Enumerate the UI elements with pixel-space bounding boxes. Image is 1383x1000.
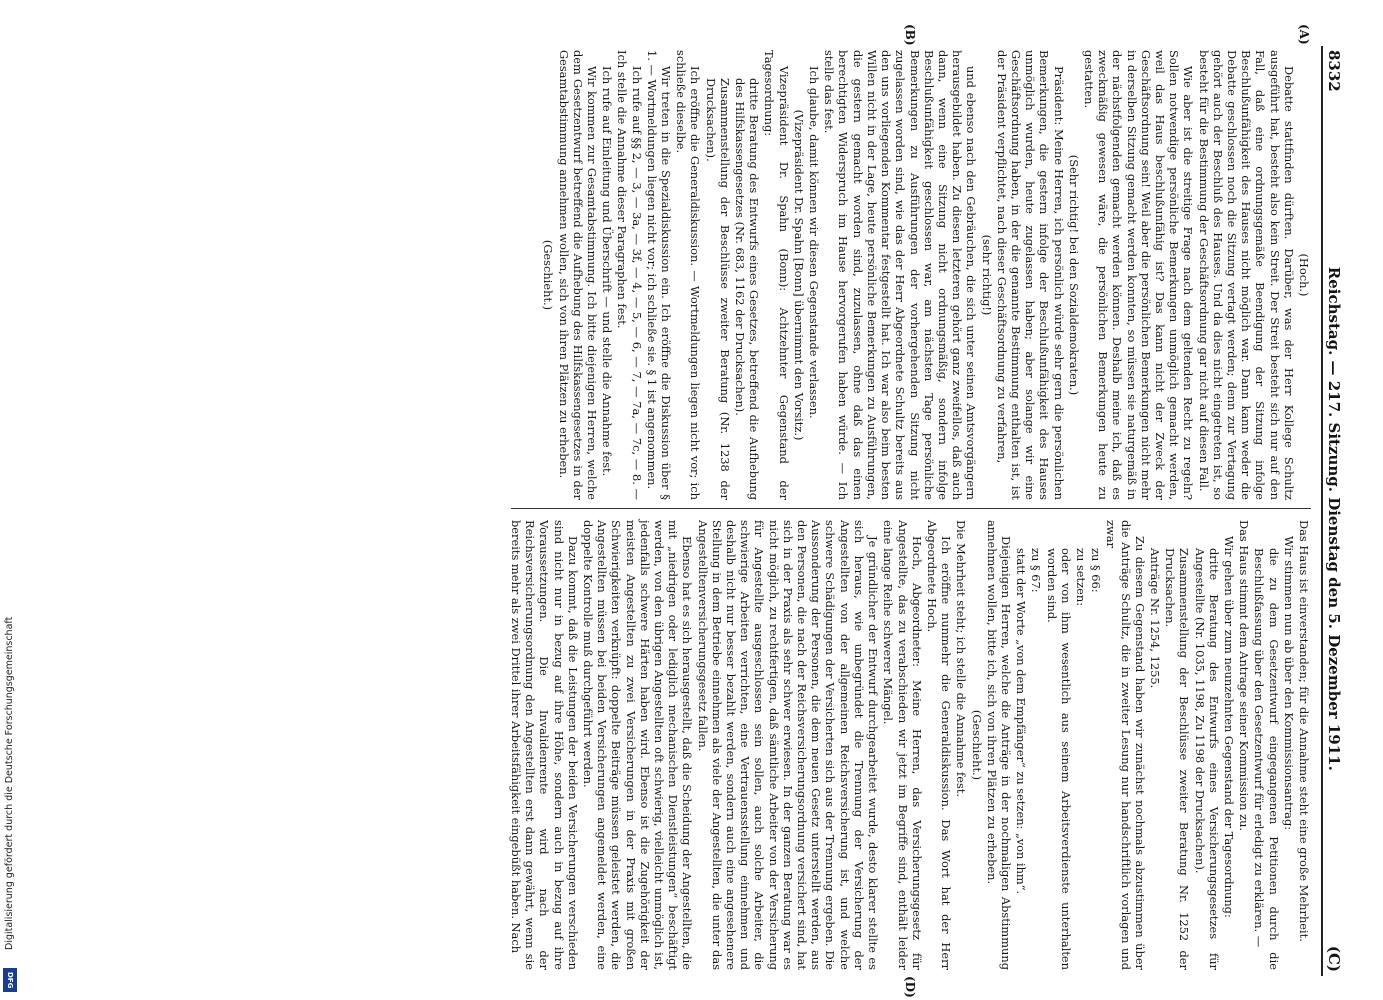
paragraph: Wir treten in die Spezialdiskussion ein. Ich eröffne die Diskussion über § 1. — Wortmeldungen liegen nicht vor; ich schließe sie. § 1 ist angenommen.	[644, 50, 674, 500]
page-header	[1321, 46, 1345, 976]
paragraph: Ich rufe auf Einleitung und Überschrift — und stelle die Annahme fest.	[600, 66, 615, 477]
paragraph: Zu diesem Gegenstand haben wir zunächst nochmals abzustimmen über die Anträge Schultz, die in zweiter Lesung nur handschriftlich vorlagen und zwar	[1104, 520, 1147, 970]
paragraph: Wie aber ist die streitige Frage nach dem geltenden Recht zu regeln? Sollen notwendige persönliche Bemerkungen unmöglich gemacht werden, weil das Haus beschlußunfähig ist? Das kann nicht der Zweck der Geschäftsordnung sein! Weil aber die persönlichen Bemerkungen nicht mehr in derselben Sitzung gemacht werden konnten, so müssen sie naturgemäß in der nächstfolgenden gemacht werden können. Deshalb meine ich, daß es zweckmäßig gewesen wäre, die persönlichen Bemerkungen heute zu gestatten.	[1081, 50, 1196, 500]
paragraph: Zusammenstellung der Beschlüsse zweiter Beratung Nr. 1252 der Drucksachen.	[1163, 548, 1192, 970]
paragraph: (Geschieht.)	[969, 709, 984, 781]
dfg-logo-icon: DFG	[3, 968, 17, 992]
paragraph: Ich eröffne die Generaldiskussion. — Wortmeldungen liegen nicht vor; ich schließe dieselbe.	[674, 50, 703, 500]
paragraph: Präsident: Meine Herren, ich persönlich würde sehr gern die persönlichen Bemerkungen, die gestern infolge der Beschlußunfähigkeit des Hauses unmöglich wurden, heute zugelassen haben; aber solange wir eine Geschäftsordnung haben, in der die genannte Bestimmung enthalten ist, ist der Präsident verpflichtet, nach dieser Geschäftsordnung zu verfahren,	[994, 50, 1066, 500]
paragraph: Je gründlicher der Entwurf durchgearbeitet wurde, desto klarer stellte es sich heraus, wie unbegründet die Trennung der Versicherung der Angestellten von der allgemeinen Reichsversicherung ist, und welche schwere Schädigungen der Versicherten sich aus der Trennung ergeben. Die Aussonderung der Personen, die dem neuen Gesetz unterstellt werden, aus den Personen, die nach der Reichsversicherungsordnung versichert sind, hat sich in der Praxis als sehr schwer erwiesen. In der ganzen Beratung war es nicht möglich, zu rechtfertigen, daß sämtliche Arbeiter von der Versicherung für Angestellte ausgeschlossen sein sollen, auch solche Arbeiter, die schwierige Arbeiten verrichten, eine Vertrauensstellung einnehmen und deshalb nicht nur besser bezahlt werden, sondern auch eine angesehenere Stellung in dem Betriebe einnehmen als viele der Angestellten, die unter das Angestelltenversicherungsgesetz fallen.	[695, 520, 881, 970]
column-divider	[511, 508, 1311, 509]
paragraph: (Hoch.)	[1297, 253, 1311, 297]
paragraph: dritte Beratung des Entwurfs eines Versicherungsgesetzes für Angestellte (Nr. 1035, 1198, Zu 1198 der Drucksachen).	[1192, 548, 1221, 970]
paragraph: Das Haus stimmt dem Antrage seiner Kommission zu.	[1237, 520, 1252, 832]
margin-marker-a: (A)	[1297, 24, 1311, 45]
paragraph: Ich rufe auf §§ 2, — 3, — 3a, — 3f, — 4, — 5, — 6, — 7, — 7a, — 7c, — 8. — Ich stelle die Annahme dieser Paragraphen fest.	[615, 50, 644, 500]
paragraph: Das Haus ist einverstanden; für die Annahme steht eine große Mehrheit.	[1297, 520, 1311, 942]
paragraph: Dazu kommt, daß die Leistungen der beiden Versicherungen verschieden sind nicht nur in bezug auf ihre Höhe, sondern auch in bezug auf ihre Voraussetzungen. Die Invalidenrente wird nach der Reichsversicherungsordnung den Angestellten erst dann gewährt, wenn sie bereits mehr als zwei Drittel ihrer Arbeitsfähigkeit eingebüßt haben. Nach	[509, 520, 580, 970]
left-text-column	[511, 50, 1311, 500]
paragraph: zu setzen:	[1073, 548, 1088, 607]
paragraph: Wir stimmen nun ab über den Kommissionsantrag:	[1281, 536, 1296, 831]
margin-marker-c: (C)	[1325, 945, 1343, 972]
paragraph: und ebenso nach den Gebräuchen, die sich unter seinen Amtsvorgängern herausgebildet haben. Zu diesen letzteren gehört ganz zweifellos, daß auch dann, wenn eine Sitzung nicht ordnungsmäßig, sondern infolge Beschlußunfähigkeit geschlossen war, am nächsten Tage persönliche Bemerkungen zu Ausführungen der vorhergehenden Sitzung nicht zugelassen worden sind, wie das der Herr Abgeordnete Schultz bereits aus den uns vorliegenden Kommentar festgestellt hat. Ich war also beim besten Willen nicht in der Lage, heute persönliche Bemerkungen zu Ausführungen, die gestern gemacht worden sind, zuzulassen, ohne daß das einen berechtigten Widerspruch im Hause hervorgerufen haben würde. — Ich stelle das fest.	[822, 50, 979, 500]
paragraph: Ich glaube, damit können wir diesen Gegenstande verlassen.	[807, 66, 822, 419]
paragraph: (Sehr richtig! bei den Sozialdemokraten.)	[1066, 154, 1081, 396]
paragraph: Anträge Nr. 1254, 1255.	[1147, 548, 1162, 689]
paragraph: Ebenso hat es sich herausgestellt, daß die Scheidung der Angestellten, die mit „niedrigen oder lediglich mechanischen Dienstleistungen“ beschäftigt werden, von den übrigen Angestellten oft schwierig, vielleicht unmöglich ist, jedenfalls schwere Härten haben wird. Ebenso ist die Zugehörigkeit der meisten Angestellten zu zwei Versicherungen in der Praxis mit großen Schwierigkeiten verknüpft: doppelte Beiträge müssen geleistet werden, die Angestellten müssen bei beiden Versicherungen angemeldet werden, eine doppelte Kontrolle muß durchgeführt werden.	[581, 520, 695, 970]
paragraph: Diejenigen Herren, welche die Anträge in der nochmaligen Abstimmung annehmen wollen, bitte ich, sich von ihren Plätzen zu erheben.	[984, 520, 1013, 970]
paragraph: zu § 67:	[1029, 548, 1044, 593]
digitisation-strip	[4, 0, 18, 1000]
paragraph: Ich eröffne nunmehr die Generaldiskussion. Das Wort hat der Herr Abgeordnete Hoch.	[924, 520, 954, 970]
paragraph: die zu dem Gesetzentwurf eingegangenen Petitionen durch die Beschlußfassung über den Gesetzentwurf für erledigt zu erklären. —	[1252, 548, 1281, 970]
paragraph: (Vizepräsident Dr. Spahn [Bonn] übernimmt den Vorsitz.)	[791, 109, 806, 441]
page-number: 8332	[1325, 50, 1343, 92]
funding-note: Digitalisierung gefördert durch die Deutsche Forschungsgemeinschaft	[4, 616, 15, 950]
rotated-page	[505, 24, 1345, 998]
page-running-title: Reichstag. — 217. Sitzung. Dienstag den 5. Dezember 1911.	[1325, 266, 1343, 771]
paragraph: (Geschieht.)	[541, 239, 556, 311]
paragraph: dritte Beratung des Entwurfs eines Gesetzes, betreffend die Aufhebung des Hilfskassengesetzes (Nr. 683, 1162 der Drucksachen).	[733, 78, 762, 500]
margin-marker-d: (D)	[903, 976, 917, 998]
paragraph: Hoch, Abgeordneter: Meine Herren, das Versicherungsgesetz für Angestellte, das zu verabschieden wir jetzt im Begriffe sind, enthält leider eine lange Reihe schwerer Mängel.	[881, 520, 924, 970]
paragraph: Vizepräsident Dr. Spahn (Bonn): Achtzehnter Gegenstand der Tagesordnung:	[762, 50, 791, 500]
paragraph: statt der Worte „von dem Empfänger“ zu setzen: „von ihm“.	[1014, 548, 1029, 895]
paragraph: oder von ihm wesentlich aus seinem Arbeitsverdienste unterhalten worden sind.	[1044, 548, 1073, 970]
paragraph: (sehr richtig!)	[979, 234, 994, 316]
paragraph: Die Mehrheit steht; ich stelle die Annahme fest.	[954, 520, 969, 798]
paragraph: Debatte stattfinden dürften. Darüber, was der Herr Kollege Schultz ausgeführt hat, besteht also kein Streit. Der Streit besteht sich nur auf den Fall, daß eine ordnungsgemäße Beendigung der Sitzung infolge Beschlußunfähigkeit des Hauses nicht möglich war. Dann kann weder die Debatte geschlossen noch die Sitzung vertagt werden; denn zur Vertagung gehört auch der Beschluß des Hauses. Und da dies nicht eingetreten ist, so besteht für die Bestimmung der Geschäftsordnung gar nicht auf diesen Fall.	[1196, 50, 1296, 500]
right-text-column	[511, 520, 1311, 970]
margin-marker-b: (B)	[903, 24, 917, 46]
paragraph: Wir gehen über zum neunzehnten Gegenstand der Tagesordnung:	[1221, 536, 1236, 918]
paragraph: Zusammenstellung der Beschlüsse zweiter Beratung (Nr. 1238 der Drucksachen).	[703, 78, 732, 500]
paragraph: Wir kommen zur Gesamtabstimmung. Ich bitte diejenigen Herren, welche dem Gesetzentwurf betreffend die Aufhebung des Hilfskassengesetzes in der Gesamtabstimmung annehmen wollen, sich von ihren Plätzen zu erheben.	[556, 50, 600, 500]
paragraph: zu § 66:	[1089, 548, 1104, 593]
